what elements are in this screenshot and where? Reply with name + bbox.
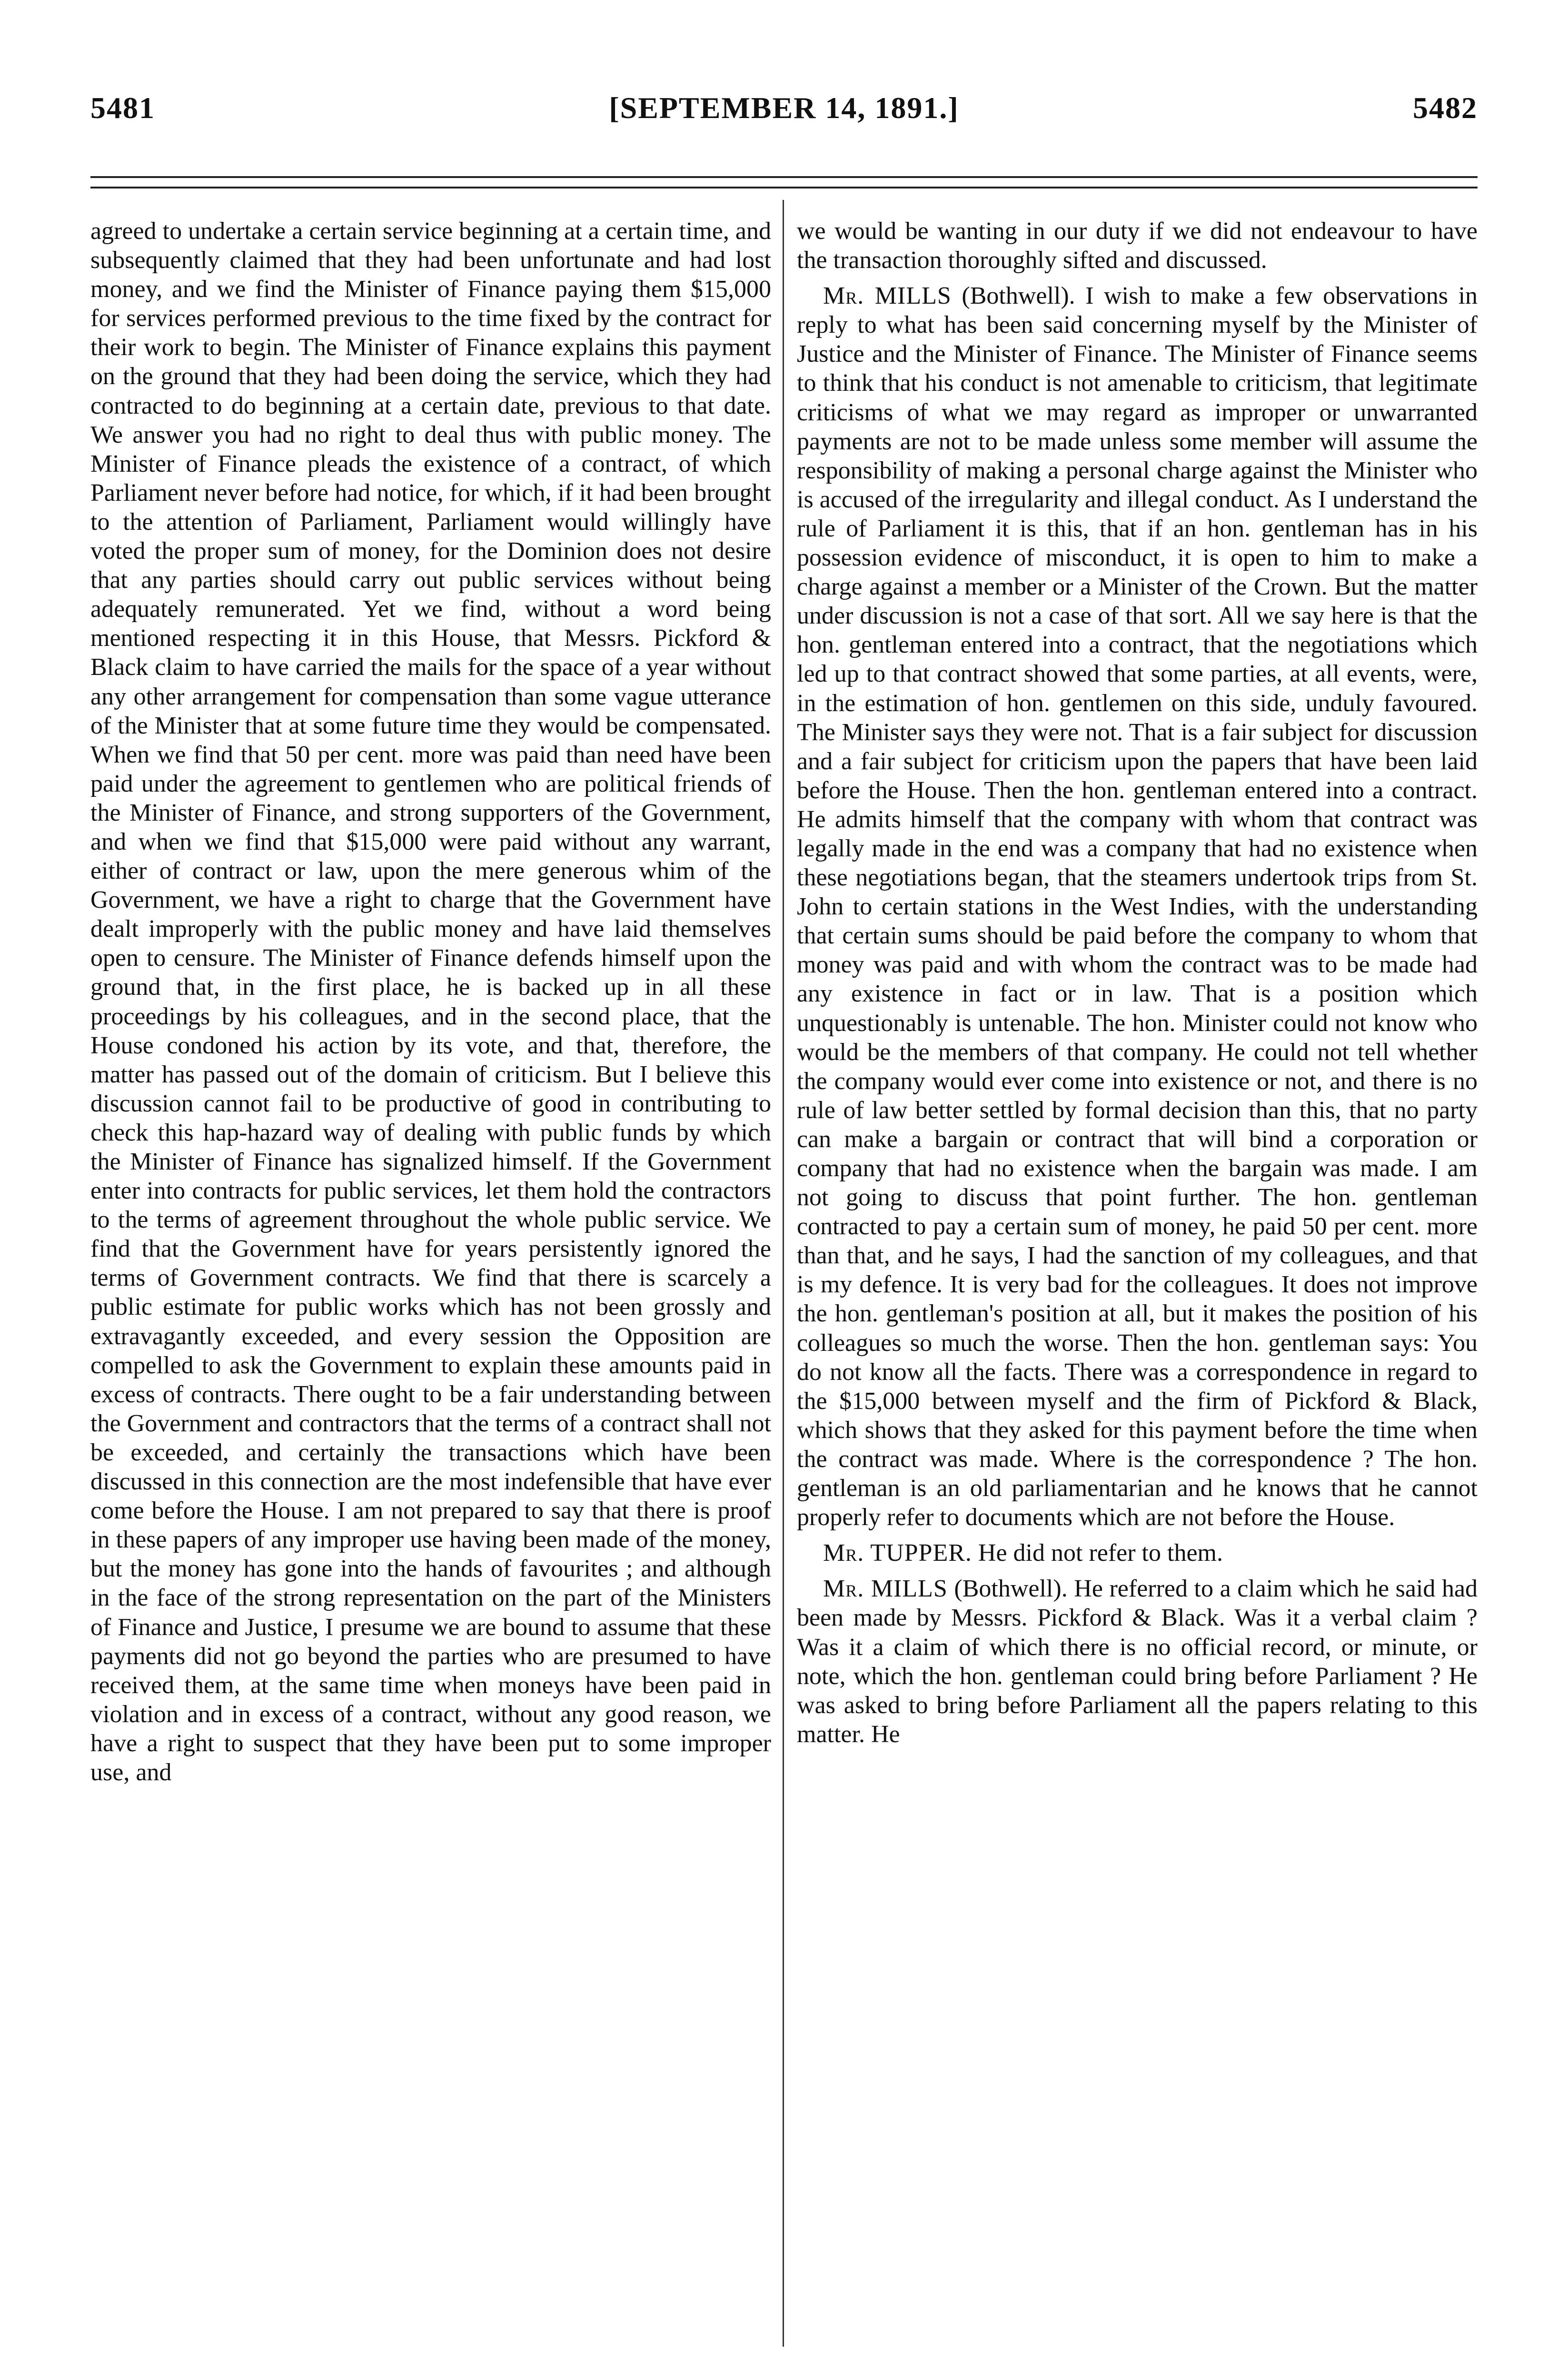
speech-tupper [797,1538,1478,1567]
speaker-riding: (Bothwell). [962,282,1075,310]
left-column [90,217,771,2349]
column-divider [783,200,784,2347]
header-rule-top [90,176,1478,178]
speaker-name: Mr. MILLS [823,282,952,310]
speaker-name: Mr. TUPPER. [823,1539,972,1567]
speech-mills-1 [797,281,1478,1532]
speech-mills-2 [797,1574,1478,1749]
speech-text: He referred to a claim which he said had been made by Messrs. Pickford & Black. Was it a verbal claim ? Was it a claim of which there is no official record, or minute, or note, which the hon. gentleman could bring before Parliament ? He was asked to bring before Parliament all the papers relating to this matter. He [797,1575,1478,1748]
header-rule-bottom [90,187,1478,188]
speaker-riding: (Bothwell). [954,1575,1068,1603]
speech-text: He did not refer to them. [978,1539,1223,1567]
left-paragraph: agreed to undertake a certain service beginning at a certain time, and subsequently claimed that they had been unfortunate and had lost money, and we find the Minister of Finance paying them $15,000 for services performed previous to the time fixed by the contract for their work to begin. The Minister of Finance explains this payment on the ground that they had been doing the service, which they had contracted to do beginning at a certain date, previous to that date. We answer you had no right to deal thus with public money. The Minister of Finance pleads the existence of a contract, of which Parliament never before had notice, for which, if it had been brought to the attention of Parliament, Parliament would willingly have voted the proper sum of money, for the Dominion does not desire that any parties should carry out public services without being adequately remunerated. Yet we find, without a word being mentioned respecting it in this House, that Messrs. Pickford & Black claim to have carried the mails for the space of a year without any other arrangement for compensation than some vague utterance of the Minister that at some future time they would be compensated. When we find that 50 per cent. more was paid than need have been paid under the agreement to gentlemen who are political friends of the Minister of Finance, and strong supporters of the Government, and when we find that $15,000 were paid without any warrant, either of contract or law, upon the mere generous whim of the Government, we have a right to charge that the Government have dealt improperly with the public money and have laid themselves open to censure. The Minister of Finance defends himself upon the ground that, in the first place, he is backed up in all these proceedings by his colleagues, and in the second place, that the House condoned his action by its vote, and that, therefore, the matter has passed out of the domain of criticism. But I believe this discussion cannot fail to be productive of good in contributing to check this hap-hazard way of dealing with public funds by which the Minister of Finance has signalized himself. If the Government enter into contracts for public services, let them hold the contractors to the terms of agreement throughout the whole public service. We find that the Government have for years persistently ignored the terms of Government contracts. We find that there is scarcely a public estimate for public works which has not been grossly and extravagantly exceeded, and every session the Opposition are compelled to ask the Government to explain these amounts paid in excess of contracts. There ought to be a fair understanding between the Government and contractors that the terms of a contract shall not be exceeded, and certainly the transactions which have been discussed in this connection are the most indefensible that have ever come before the House. I am not prepared to say that there is proof in these papers of any improper use having been made of the money, but the money has gone into the hands of favourites ; and although in the face of the strong representation on the part of the Ministers of Finance and Justice, I presume we are bound to assume that these payments did not go beyond the parties who are presumed to have received them, at the same time when moneys have been paid in violation and in excess of a contract, without any good reason, we have a right to suspect that they have been put to some improper use, and [90,218,771,1786]
page-header [90,90,1478,133]
speech-text: I wish to make a few observations in reply to what has been said concerning myself by the Minister of Justice and the Minister of Finance. The Minister of Finance seems to think that his conduct is not amenable to criticism, that legitimate criticisms of what we may regard as improper or unwarranted payments are not to be made unless some member will assume the responsibility of making a personal charge against the Minister who is accused of the irregularity and illegal conduct. As I understand the rule of Parliament it is this, that if an hon. gentleman has in his possession evidence of misconduct, it is open to him to make a charge against a member or a Minister of the Crown. But the matter under discussion is not a case of that sort. All we say here is that the hon. gentleman entered into a contract, that the negotiations which led up to that contract showed that some parties, at all events, were, in the estimation of hon. gentlemen on this side, unduly favoured. The Minister says they were not. That is a fair subject for discussion and a fair subject for criticism upon the papers that have been laid before the House. Then the hon. gentleman entered into a contract. He admits himself that the company with whom that contract was legally made in the end was a company that had no existence when these negotiations began, that the steamers undertook trips from St. John to certain stations in the West Indies, with the understanding that certain sums should be paid before the company to whom that money was paid and with whom the contract was to be made had any existence in fact or in law. That is a position which unquestionably is untenable. The hon. Minister could not know who would be the members of that company. He could not tell whether the company would ever come into existence or not, and there is no rule of law better settled by formal decision than this, that no party can make a bargain or contract that will bind a corporation or company that had no existence when the bargain was made. I am not going to discuss that point further. The hon. gentleman contracted to pay a certain sum of money, he paid 50 per cent. more than that, and he says, I had the sanction of my colleagues, and that is my defence. It is very bad for the colleagues. It does not improve the hon. gentleman's position at all, but it makes the position of his colleagues so much the worse. Then the hon. gentleman says: You do not know all the facts. There was a correspondence in regard to the $15,000 between myself and the firm of Pickford & Black, which shows that they asked for this payment before the time when the contract was made. Where is the correspondence ? The hon. gentleman is an old parliamentarian and he knows that he cannot properly refer to documents which are not before the House. [797,282,1478,1531]
page-number-left: 5481 [90,91,155,125]
page-number-right: 5482 [1413,91,1478,125]
right-column [797,217,1478,2349]
page-date: [SEPTEMBER 14, 1891.] [609,91,959,125]
right-paragraph-continuation: we would be wanting in our duty if we did not endeavour to have the transaction thoroughly sifted and discussed. [797,218,1478,274]
speaker-name: Mr. MILLS [823,1575,948,1603]
